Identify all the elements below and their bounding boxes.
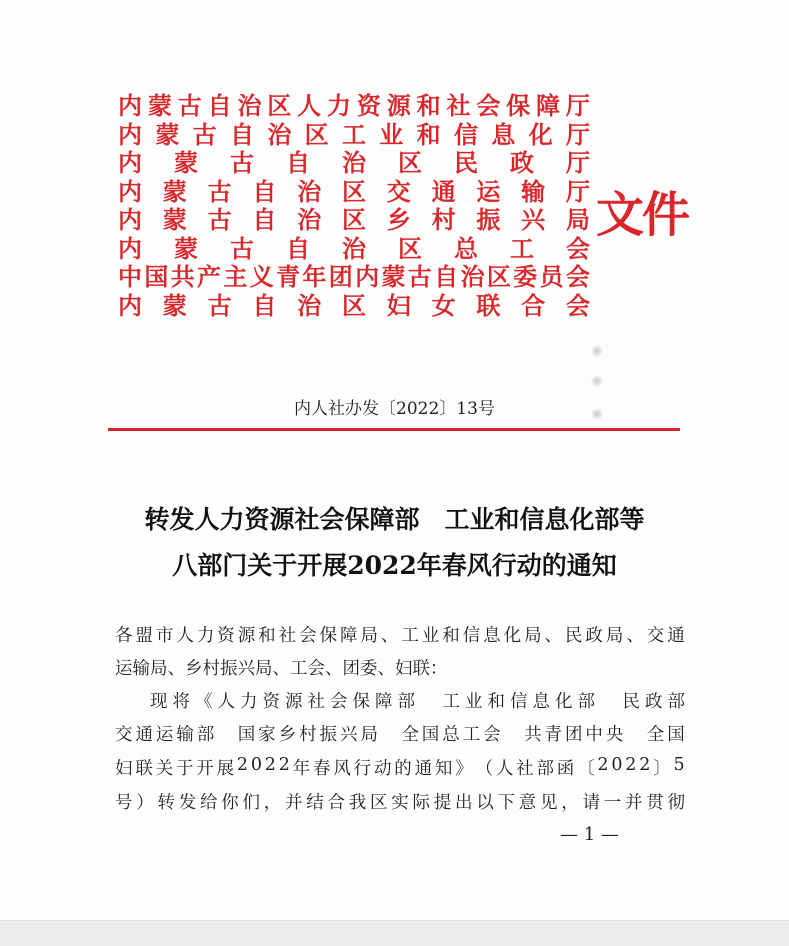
text-glyph: 人: [176, 626, 194, 646]
text-glyph: 障: [536, 91, 561, 120]
text-glyph: 自: [252, 205, 277, 234]
text-glyph: 治: [342, 148, 366, 177]
text-glyph: 义: [249, 262, 274, 291]
text-glyph: 5: [673, 755, 685, 775]
text-glyph: 息: [532, 692, 550, 712]
text-glyph: 青: [544, 725, 563, 745]
text-glyph: 并: [285, 793, 303, 813]
text-glyph: 部: [536, 759, 554, 779]
text-glyph: 实: [391, 793, 409, 813]
body-text-line: [115, 789, 685, 815]
text-glyph: 局: [605, 626, 624, 646]
text-glyph: 青: [276, 262, 301, 291]
text-glyph: 部: [577, 692, 595, 712]
text-glyph: 工: [442, 692, 460, 712]
text-glyph: 《: [195, 692, 213, 712]
text-glyph: 、: [544, 626, 563, 646]
text-glyph: 交: [386, 176, 411, 206]
text-glyph: 内: [355, 262, 380, 291]
text-glyph: 我: [348, 793, 367, 813]
text-glyph: 合: [521, 290, 546, 320]
issuer-line: [118, 292, 590, 321]
text-glyph: 兴: [339, 725, 358, 745]
text-glyph: 区: [341, 290, 366, 320]
text-glyph: 国: [421, 725, 440, 745]
issuer-line: [118, 178, 590, 207]
text-glyph: 源: [386, 91, 411, 120]
issuer-line: [118, 206, 590, 235]
text-glyph: 社: [446, 91, 471, 120]
text-glyph: 民: [564, 626, 583, 646]
text-glyph: 化: [528, 119, 553, 149]
text-glyph: 自: [252, 176, 277, 206]
text-glyph: [420, 688, 438, 714]
text-glyph: 国: [144, 262, 169, 291]
text-glyph: 古: [207, 176, 232, 206]
text-glyph: 障: [375, 692, 393, 712]
recipients-line: 运输局、乡村振兴局、工会、团委、妇联：: [115, 659, 448, 679]
text-glyph: 社: [278, 626, 297, 646]
text-glyph: 资: [217, 626, 235, 646]
text-glyph: [217, 721, 235, 747]
text-glyph: 内: [118, 148, 142, 177]
text-glyph: 联: [476, 290, 501, 320]
red-separator-line: [108, 428, 680, 431]
text-glyph: 于: [175, 759, 194, 779]
text-glyph: 总: [454, 233, 478, 263]
text-glyph: 区: [370, 793, 388, 813]
text-glyph: 内: [118, 205, 142, 234]
text-glyph: 古: [230, 148, 254, 177]
text-glyph: 春: [313, 759, 331, 779]
text-glyph: 0: [611, 755, 623, 775]
text-glyph: [626, 721, 644, 747]
text-glyph: 人: [217, 692, 235, 712]
text-glyph: 资: [262, 692, 280, 712]
text-glyph: 出: [455, 793, 473, 813]
body-text-line: [115, 755, 685, 781]
issuer-line: [118, 235, 590, 264]
text-glyph: 力: [327, 91, 352, 120]
text-glyph: 发: [178, 793, 197, 813]
text-glyph: 蒙: [381, 262, 406, 291]
text-glyph: 信: [453, 119, 478, 149]
text-glyph: 女: [431, 290, 456, 320]
text-glyph: 村: [431, 205, 456, 234]
document-title-line-1: 转发人力资源社会保障部 工业和信息化部等: [144, 505, 645, 534]
issuer-line: [118, 121, 590, 150]
text-glyph: 意: [518, 793, 537, 813]
text-glyph: 国: [667, 725, 685, 745]
text-glyph: 会: [565, 290, 590, 320]
text-glyph: 部: [667, 692, 685, 712]
text-glyph: 函: [556, 759, 575, 779]
text-glyph: 展: [216, 759, 235, 779]
text-glyph: 蒙: [155, 119, 180, 149]
text-glyph: 会: [299, 626, 317, 646]
text-glyph: 年: [292, 759, 311, 779]
text-glyph: 和: [416, 119, 441, 149]
text-glyph: 蒙: [162, 176, 187, 206]
text-glyph: 和: [442, 626, 460, 646]
body-text-line: [150, 688, 685, 714]
text-glyph: 贯: [646, 793, 664, 813]
text-glyph: 自: [229, 119, 254, 149]
text-glyph: 息: [483, 626, 501, 646]
text-glyph: 2: [264, 755, 276, 775]
text-glyph: 自: [286, 233, 310, 263]
text-glyph: 古: [207, 290, 232, 320]
text-glyph: 古: [207, 205, 232, 234]
text-glyph: 振: [319, 725, 338, 745]
text-glyph: 业: [465, 692, 483, 712]
document-number: 内人社办发〔2022〕13号: [294, 399, 495, 419]
text-glyph: 和: [258, 626, 276, 646]
text-glyph: 厅: [565, 119, 590, 149]
text-glyph: 自: [286, 148, 310, 177]
text-glyph: 政: [585, 626, 603, 646]
text-glyph: 人: [495, 759, 514, 779]
text-glyph: 自: [434, 262, 459, 291]
text-glyph: 治: [297, 290, 322, 320]
scan-bottom-edge: [0, 920, 789, 946]
text-glyph: 治: [267, 119, 292, 149]
text-glyph: 见: [540, 793, 558, 813]
text-glyph: 社: [516, 759, 534, 779]
text-glyph: 古: [230, 233, 254, 263]
text-glyph: 区: [304, 119, 329, 149]
text-glyph: 〔: [577, 759, 595, 779]
text-glyph: 你: [221, 793, 239, 813]
text-glyph: 交: [646, 626, 665, 646]
text-glyph: 治: [460, 262, 485, 291]
text-glyph: 2: [597, 755, 609, 775]
text-glyph: 关: [155, 759, 174, 779]
text-glyph: 提: [433, 793, 452, 813]
text-glyph: 区: [341, 176, 366, 206]
text-glyph: 障: [339, 626, 358, 646]
text-glyph: 会: [330, 692, 348, 712]
text-glyph: 工: [462, 725, 481, 745]
text-glyph: 市: [155, 626, 174, 646]
page-number: — 1 —: [560, 824, 619, 845]
text-glyph: 会: [483, 725, 501, 745]
text-glyph: 治: [297, 205, 322, 234]
text-glyph: 内: [118, 119, 142, 149]
text-glyph: 保: [352, 692, 370, 712]
text-glyph: 乡: [386, 205, 411, 234]
text-glyph: 的: [394, 759, 412, 779]
text-glyph: 工: [510, 233, 534, 263]
text-glyph: 内: [118, 91, 142, 120]
text-glyph: 、: [380, 626, 399, 646]
text-glyph: 2: [278, 755, 290, 775]
text-glyph: 请: [582, 793, 600, 813]
text-glyph: 信: [462, 626, 481, 646]
text-glyph: 总: [442, 725, 460, 745]
text-glyph: 资: [356, 91, 381, 120]
text-glyph: 局: [360, 725, 378, 745]
text-glyph: 》: [455, 759, 473, 779]
text-glyph: 源: [237, 626, 256, 646]
text-glyph: 局: [565, 205, 590, 234]
text-glyph: 力: [240, 692, 258, 712]
text-glyph: 区: [398, 148, 422, 177]
text-glyph: 厅: [565, 91, 590, 120]
text-glyph: 中: [118, 262, 142, 291]
text-glyph: 民: [454, 148, 478, 177]
text-glyph: 乡: [278, 725, 297, 745]
text-glyph: 下: [497, 793, 515, 813]
text-glyph: 盟: [135, 626, 153, 646]
text-glyph: 现: [150, 692, 168, 712]
text-glyph: 工: [341, 119, 366, 149]
text-glyph: 治: [297, 176, 322, 206]
text-glyph: 古: [407, 262, 432, 291]
text-glyph: 〕: [653, 759, 671, 779]
text-glyph: 中: [585, 725, 603, 745]
text-glyph: 风: [333, 759, 351, 779]
faint-stamp-mark: [590, 345, 604, 357]
text-glyph: 通: [414, 759, 433, 779]
text-glyph: 通: [135, 725, 153, 745]
text-glyph: 结: [306, 793, 324, 813]
text-glyph: 央: [605, 725, 624, 745]
text-glyph: 2: [625, 755, 637, 775]
issuer-line: [118, 149, 590, 178]
recipients-line: [115, 622, 685, 648]
text-glyph: 全: [646, 725, 665, 745]
text-glyph: 年: [302, 262, 327, 291]
text-glyph: 工: [401, 626, 419, 646]
text-glyph: 民: [622, 692, 640, 712]
text-glyph: 村: [299, 725, 317, 745]
text-glyph: 开: [196, 759, 214, 779]
text-glyph: 区: [486, 262, 511, 291]
text-glyph: 自: [207, 91, 232, 120]
text-glyph: 蒙: [174, 148, 198, 177]
text-glyph: 、: [626, 626, 644, 646]
issuer-line: [118, 263, 590, 292]
text-glyph: 内: [118, 176, 142, 206]
text-glyph: 会: [565, 262, 590, 291]
text-glyph: 会: [566, 233, 590, 263]
issuer-line: [118, 92, 590, 121]
text-glyph: 团: [564, 725, 583, 745]
text-glyph: 给: [200, 793, 218, 813]
text-glyph: 行: [353, 759, 372, 779]
text-glyph: 2: [639, 755, 651, 775]
text-glyph: 员: [539, 262, 564, 291]
text-glyph: 部: [397, 692, 415, 712]
text-glyph: 2: [236, 755, 249, 775]
text-glyph: 社: [307, 692, 325, 712]
text-glyph: [504, 721, 522, 747]
text-glyph: 力: [196, 626, 215, 646]
text-glyph: 治: [237, 91, 262, 120]
text-glyph: 输: [521, 176, 546, 206]
text-glyph: 蒙: [147, 91, 172, 120]
text-glyph: 兴: [521, 205, 546, 234]
text-glyph: 共: [170, 262, 195, 291]
text-glyph: 政: [510, 148, 534, 177]
text-glyph: 国: [237, 725, 256, 745]
text-glyph: 运: [476, 176, 501, 206]
document-title-line-2: 八部门关于开展2022年春风行动的通知: [172, 551, 617, 580]
text-glyph: 人: [297, 91, 322, 120]
text-glyph: 并: [625, 793, 643, 813]
text-glyph: 区: [341, 205, 366, 234]
text-glyph: 区: [267, 91, 292, 120]
text-glyph: 一: [603, 793, 622, 813]
text-glyph: 古: [192, 119, 217, 149]
text-glyph: 自: [252, 290, 277, 320]
text-glyph: 古: [177, 91, 202, 120]
text-glyph: 会: [476, 91, 501, 120]
text-glyph: 交: [115, 725, 133, 745]
text-glyph: 共: [524, 725, 542, 745]
text-glyph: 业: [421, 626, 440, 646]
text-glyph: 保: [319, 626, 338, 646]
text-glyph: 团: [328, 262, 353, 291]
text-glyph: 源: [285, 692, 303, 712]
text-glyph: 息: [491, 119, 516, 149]
faint-stamp-mark: [590, 375, 604, 387]
text-glyph: 厅: [566, 148, 590, 177]
text-glyph: 振: [476, 205, 501, 234]
text-glyph: 运: [155, 725, 174, 745]
text-glyph: 业: [379, 119, 404, 149]
text-glyph: 通: [431, 176, 456, 206]
text-glyph: 联: [135, 759, 153, 779]
text-glyph: 际: [412, 793, 430, 813]
text-glyph: 保: [506, 91, 531, 120]
text-glyph: 信: [510, 692, 528, 712]
text-glyph: [381, 721, 399, 747]
text-glyph: 产: [197, 262, 222, 291]
issuing-authorities: [118, 92, 590, 320]
text-glyph: 和: [487, 692, 505, 712]
text-glyph: 知: [434, 759, 453, 779]
text-glyph: 内: [118, 290, 142, 320]
text-glyph: 妇: [115, 759, 133, 779]
body-text-line: [115, 721, 685, 747]
text-glyph: 化: [503, 626, 522, 646]
text-glyph: 合: [327, 793, 345, 813]
text-glyph: 将: [172, 692, 190, 712]
text-glyph: 号: [115, 793, 133, 813]
text-glyph: 蒙: [162, 290, 187, 320]
text-glyph: 区: [398, 233, 422, 263]
text-glyph: 部: [196, 725, 215, 745]
document-mark: 文件: [596, 187, 689, 243]
text-glyph: 局: [524, 626, 542, 646]
text-glyph: 蒙: [174, 233, 198, 263]
text-glyph: 彻: [667, 793, 685, 813]
text-glyph: 治: [342, 233, 366, 263]
text-glyph: 通: [667, 626, 685, 646]
text-glyph: ，: [561, 793, 579, 813]
text-glyph: 全: [401, 725, 419, 745]
text-glyph: 输: [176, 725, 194, 745]
text-glyph: 政: [645, 692, 663, 712]
text-glyph: ，: [263, 793, 282, 813]
text-glyph: 和: [416, 91, 441, 120]
text-glyph: 转: [157, 793, 175, 813]
text-glyph: 内: [118, 233, 142, 263]
text-glyph: 家: [258, 725, 276, 745]
text-glyph: 厅: [565, 176, 590, 206]
text-glyph: 各: [115, 626, 133, 646]
text-glyph: [600, 688, 618, 714]
text-glyph: 妇: [386, 290, 411, 320]
text-glyph: （: [475, 759, 493, 779]
text-glyph: 动: [373, 759, 392, 779]
text-glyph: 0: [250, 755, 262, 775]
text-glyph: ）: [136, 793, 154, 813]
text-glyph: 局: [360, 626, 378, 646]
text-glyph: 主: [223, 262, 248, 291]
text-glyph: 委: [513, 262, 538, 291]
text-glyph: 以: [476, 793, 494, 813]
text-glyph: 们: [242, 793, 260, 813]
text-glyph: 蒙: [162, 205, 187, 234]
text-glyph: 化: [555, 692, 573, 712]
